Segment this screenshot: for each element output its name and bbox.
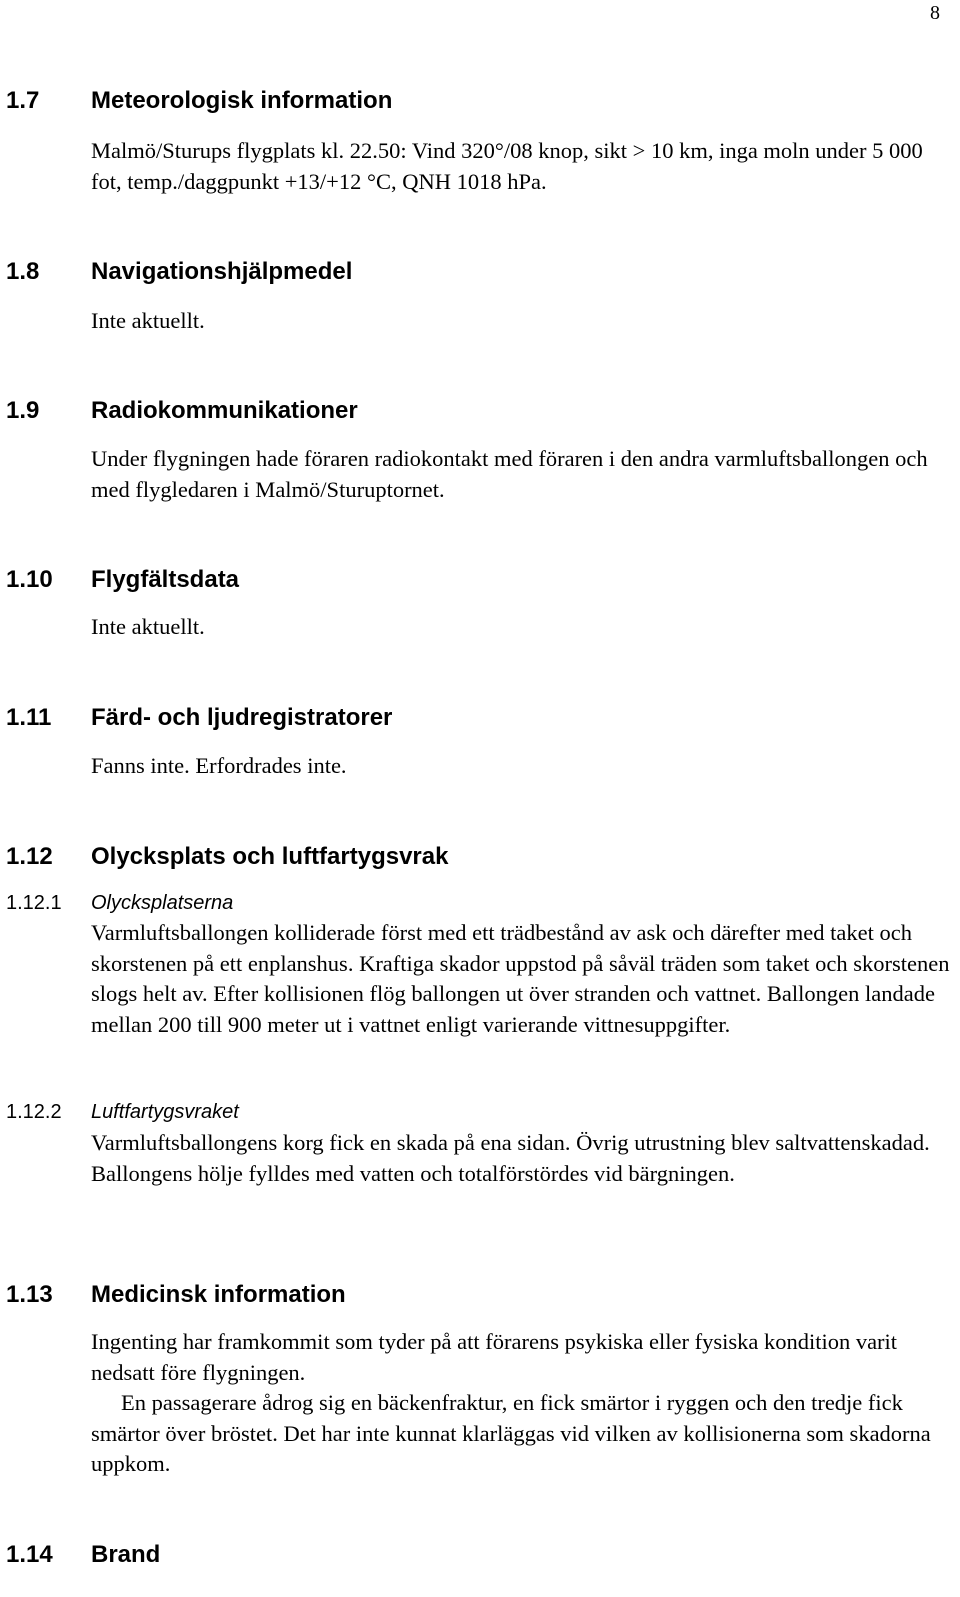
section-number: 1.10 xyxy=(6,566,53,593)
paragraph-medicinsk-information-2: En passagerare ådrog sig en bäckenfraktur, en fick smärtor i ryggen och den tredje fick smärtor över bröstet. Det har inte kunnat klarläggas vid vilken av kollisionerna som skadorna uppkom. xyxy=(91,1390,931,1476)
subheading-olycksplatserna xyxy=(6,890,233,916)
heading-medicinsk-information xyxy=(6,1280,346,1310)
section-number: 1.11 xyxy=(6,704,52,731)
subsection-number: 1.12.1 xyxy=(6,892,62,914)
subsection-title: Luftfartygsvraket xyxy=(91,1101,239,1123)
section-title: Navigationshjälpmedel xyxy=(91,258,353,285)
paragraph-radiokommunikationer: Under flygningen hade föraren radiokontakt med föraren i den andra varmluftsballongen och med flygledaren i Malmö/Sturuptornet. xyxy=(91,446,928,502)
section-number: 1.14 xyxy=(6,1541,53,1568)
subsection-title: Olycksplatserna xyxy=(91,892,234,914)
paragraph-olycksplatserna: Varmluftsballongen kolliderade först med ett trädbestånd av ask och därefter med taket och skorstenen på ett enplanshus. Kraftiga skador uppstod på såväl träden som taket och skorstenen slogs helt av. Efter kollisionen flög ballongen ut över stranden och vattnet. Ballongen landade mellan 200 till 900 meter ut i vattnet enligt varierande vittnesuppgifter. xyxy=(91,920,950,1037)
heading-navigationshjalpmedel xyxy=(6,257,352,287)
page-number: 8 xyxy=(930,2,940,24)
section-number: 1.9 xyxy=(6,397,40,424)
section-number: 1.13 xyxy=(6,1281,53,1308)
paragraph-meteorologisk-information: Malmö/Sturups flygplats kl. 22.50: Vind 320°/08 knop, sikt > 10 km, inga moln under 5 000 fot, temp./daggpunkt +13/+12 °C, QNH 1018 hPa. xyxy=(91,138,923,194)
paragraph-fard-och-ljudregistratorer: Fanns inte. Erfordrades inte. xyxy=(91,753,347,778)
heading-meteorologisk-information xyxy=(6,86,392,116)
section-number: 1.8 xyxy=(6,258,40,285)
section-title: Medicinsk information xyxy=(91,1281,346,1308)
section-number: 1.12 xyxy=(6,843,53,870)
section-title: Olycksplats och luftfartygsvrak xyxy=(91,843,449,870)
subsection-number: 1.12.2 xyxy=(6,1101,62,1123)
section-title: Radiokommunikationer xyxy=(91,397,358,424)
paragraph-luftfartygsvraket: Varmluftsballongens korg fick en skada på ena sidan. Övrig utrustning blev saltvattenskadad. Ballongens hölje fylldes med vatten och totalförstördes vid bärgningen. xyxy=(91,1130,930,1186)
section-title: Meteorologisk information xyxy=(91,87,393,114)
section-title: Flygfältsdata xyxy=(91,566,240,593)
heading-olycksplats-och-luftfartygsvrak xyxy=(6,842,448,872)
paragraph-flygfaltsdata: Inte aktuellt. xyxy=(91,614,205,639)
section-title: Färd- och ljudregistratorer xyxy=(91,704,393,731)
section-number: 1.7 xyxy=(6,87,40,114)
paragraph-navigationshjalpmedel: Inte aktuellt. xyxy=(91,308,205,333)
heading-flygfaltsdata xyxy=(6,565,239,595)
heading-radiokommunikationer xyxy=(6,396,358,426)
section-title: Brand xyxy=(91,1541,161,1568)
subheading-luftfartygsvraket xyxy=(6,1099,239,1125)
heading-fard-och-ljudregistratorer xyxy=(6,703,392,733)
paragraph-medicinsk-information-1: Ingenting har framkommit som tyder på att förarens psykiska eller fysiska kondition varit nedsatt före flygningen. xyxy=(91,1329,898,1385)
heading-brand xyxy=(6,1540,160,1570)
